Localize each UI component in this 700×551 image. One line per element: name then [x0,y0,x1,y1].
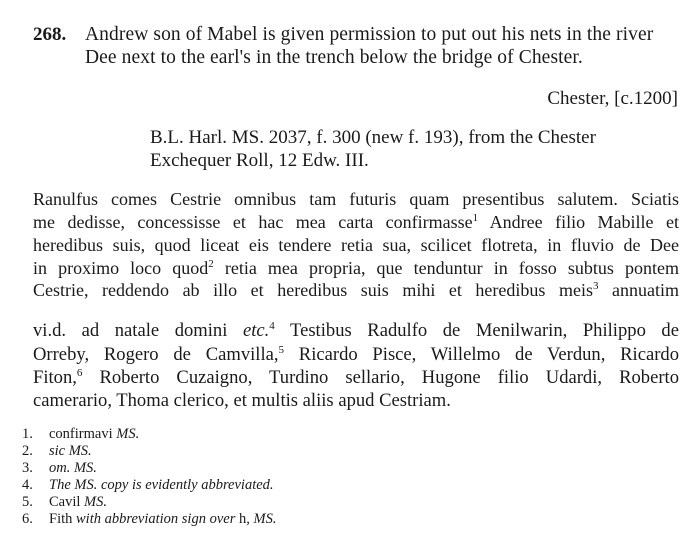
source-line-2: Exchequer Roll, 12 Edw. III. [150,150,369,171]
charter-text-line: camerario, Thoma clerico, et multis aliis apud Cestriam. [33,390,451,411]
entry-title-line-1: Andrew son of Mabel is given permission to put out his nets in the river [85,24,654,45]
footnote: 5. Cavil MS. [22,494,108,510]
charter-text-line: me dedisse, concessisse et hac mea carta confirmasse$^1$ Andree filio Mabille et [33,212,680,232]
footnote-ref: 6 [76,367,83,379]
footnote: 2. sic MS. [22,443,92,459]
footnote-ref: 5 [278,344,285,356]
charter-text-line: vi.d. ad natale domini etc.$^4$ Testibus Radulfo de Menilwarin, Philippo de [33,320,679,341]
charter-text-line: Fiton,$^6$ Roberto Cuzaigno, Turdino sellario, Hugone filio Udardi, Roberto [33,367,679,388]
charter-text-line: Ranulfus comes Cestrie omnibus tam futuris quam presentibus salutem. Sciatis [33,189,679,209]
footnote-ref: 2 [208,258,214,270]
source-line-1: B.L. Harl. MS. 2037, f. 300 (new f. 193), from the Chester [150,127,596,148]
charter-text-line: in proximo loco quod$^2$ retia mea propria, que tenduntur in fosso subtus pontem [33,258,679,278]
entry-number: 268. [33,24,67,45]
footnote: 3. om. MS. [22,460,97,476]
charter-text-line: Cestrie, reddendo ab illo et heredibus suis mihi et heredibus meis$^3$ annuatim [33,280,679,300]
entry-title-line-2: Dee next to the earl's in the trench below the bridge of Chester. [85,47,583,68]
charter-text-line: heredibus suis, quod liceat eis tendere retia sua, scilicet flotreta, in fluvio de Dee [33,235,679,255]
footnote-ref: 4 [269,320,275,332]
footnote-ref: 1 [472,212,479,224]
place-date: Chester, [c.1200] [547,88,678,109]
charter-text-line: Orreby, Rogero de Camvilla,$^5$ Ricardo Pisce, Willelmo de Verdun, Ricardo [33,344,679,365]
footnote: 1. confirmavi MS. [22,426,140,442]
footnote: 6. Fith with abbreviation sign over h, MS. [22,511,277,527]
footnote-ref: 3 [592,280,599,292]
footnote: 4. The MS. copy is evidently abbreviated. [22,477,274,493]
